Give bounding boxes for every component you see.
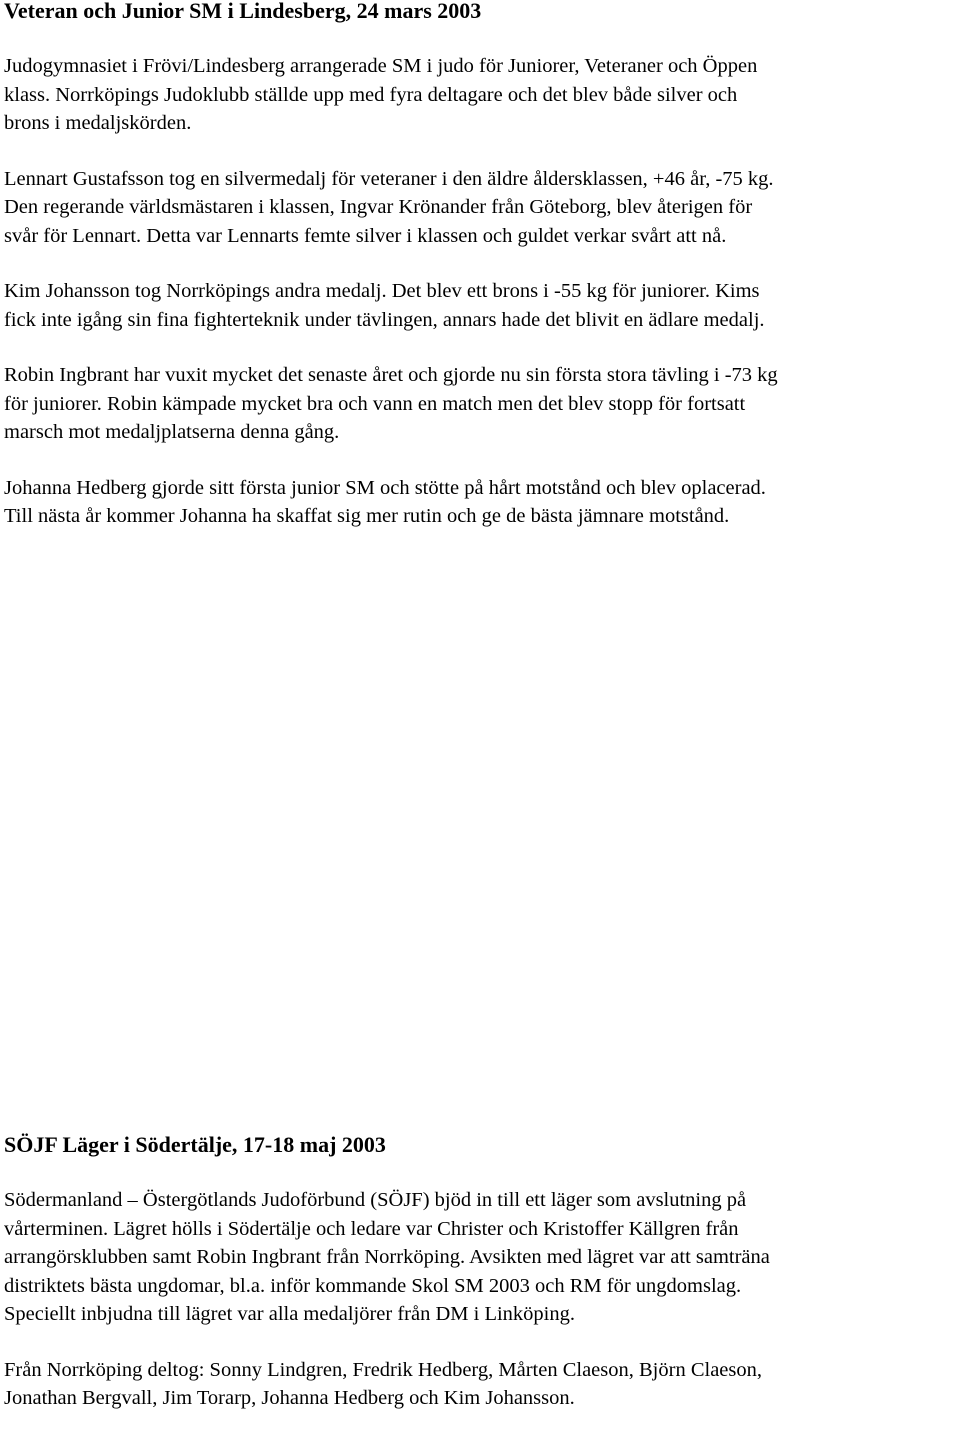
paragraph: [4, 1356, 958, 1413]
paragraph: [4, 361, 958, 447]
text-line: brons i medaljskörden.: [4, 112, 192, 134]
text-line: distriktets bästa ungdomar, bl.a. inför kommande Skol SM 2003 och RM för ungdomslag.: [4, 1274, 742, 1297]
text-line: marsch mot medaljplatserna denna gång.: [4, 421, 340, 443]
article-title: SÖJF Läger i Södertälje, 17-18 maj 2003: [4, 1132, 386, 1157]
text-line: Lennart Gustafsson tog en silvermedalj för veteraner i den äldre åldersklassen, +46 år, -75 kg.: [4, 167, 774, 190]
text-line: fick inte igång sin fina fighterteknik under tävlingen, annars hade det blivit en ädlare medalj.: [4, 308, 765, 331]
text-line: Från Norrköping deltog: Sonny Lindgren, Fredrik Hedberg, Mårten Claeson, Björn Claeson,: [4, 1358, 762, 1381]
text-line: Till nästa år kommer Johanna ha skaffat sig mer rutin och ge de bästa jämnare motstånd.: [4, 505, 730, 527]
article-title: Veteran och Junior SM i Lindesberg, 24 mars 2003: [4, 0, 482, 23]
paragraph: [4, 1186, 958, 1329]
text-line: vårterminen. Lägret hölls i Södertälje och ledare var Christer och Kristoffer Källgren från: [4, 1217, 739, 1240]
text-line: Judogymnasiet i Frövi/Lindesberg arrangerade SM i judo för Juniorer, Veteraner och Öppen: [4, 55, 758, 77]
text-line: Kim Johansson tog Norrköpings andra medalj. Det blev ett brons i -55 kg för juniorer. Kims: [4, 280, 760, 302]
text-line: arrangörsklubben samt Robin Ingbrant från Norrköping. Avsikten med lägret var att samträna: [4, 1246, 770, 1268]
text-line: Johanna Hedberg gjorde sitt första junior SM och stötte på hårt motstånd och blev oplacerad.: [4, 476, 766, 499]
text-line: Robin Ingbrant har vuxit mycket det senaste året och gjorde nu sin första stora tävling i -73 kg: [4, 364, 778, 386]
article-veteran-junior-sm: [4, 0, 958, 558]
text-line: Den regerande världsmästaren i klassen, Ingvar Krönander från Göteborg, blev återigen för: [4, 196, 753, 218]
paragraph: [4, 277, 958, 334]
text-line: Speciellt inbjudna till lägret var alla medaljörer från DM i Linköping.: [4, 1303, 575, 1325]
paragraph: [4, 165, 958, 251]
text-line: klass. Norrköpings Judoklubb ställde upp med fyra deltagare och det blev både silver och: [4, 83, 738, 106]
paragraph: [4, 474, 958, 531]
text-line: Jonathan Bergvall, Jim Torarp, Johanna Hedberg och Kim Johansson.: [4, 1387, 575, 1409]
text-line: för juniorer. Robin kämpade mycket bra och vann en match men det blev stopp för fortsatt: [4, 392, 746, 415]
article-sojf-lager: [4, 1131, 958, 1440]
text-line: Södermanland – Östergötlands Judoförbund (SÖJF) bjöd in till ett läger som avslutning på: [4, 1189, 747, 1211]
text-line: svår för Lennart. Detta var Lennarts femte silver i klassen och guldet verkar svårt att nå.: [4, 224, 727, 247]
paragraph: [4, 52, 958, 138]
